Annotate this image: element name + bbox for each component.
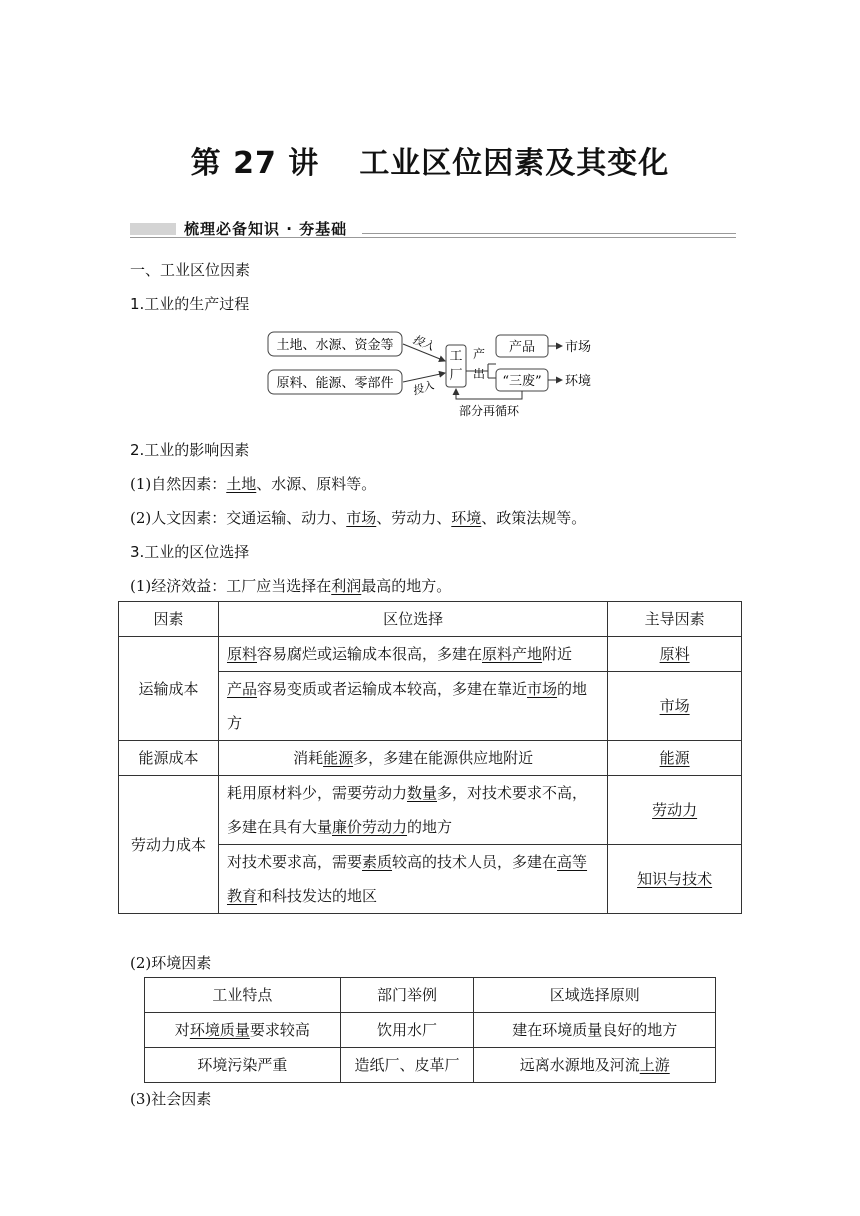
blank: 原料 (226, 645, 257, 663)
text: 多，对技术要求不高，多建在具有大量 (226, 784, 588, 836)
input-label-bottom: 投入 (410, 378, 436, 398)
blank: 原料产地 (482, 645, 543, 663)
human-rest: 、政策法规等。 (481, 509, 587, 527)
blank: 知识与技术 (637, 870, 713, 888)
input-label-land: 土地、水源、资金等 (276, 338, 394, 353)
waste-label: “三废” (502, 374, 542, 389)
blank: 产品 (226, 680, 257, 698)
blank: 环境质量 (189, 1021, 250, 1039)
recycle-label: 部分再循环 (458, 404, 520, 418)
text: 消耗 (293, 749, 324, 767)
header-leading: 主导因素 (608, 602, 742, 637)
econ-prefix: (1)经济效益：工厂应当选择在 (130, 577, 332, 595)
econ-blank: 利润 (331, 577, 362, 595)
lecture-number: 第 27 讲 (190, 146, 320, 181)
lead-labor (608, 776, 742, 845)
environment-label: 环境 (565, 374, 592, 389)
blank: 数量 (407, 784, 438, 802)
text: 的地方 (407, 818, 453, 836)
environment-factors-table (144, 977, 716, 1083)
output-char-1: 产 (473, 347, 486, 361)
economic-factors-table (118, 601, 742, 914)
text: 耗用原材料少，需要劳动力 (226, 784, 407, 802)
human-prefix: (2)人文因素：交通运输、动力、 (130, 509, 347, 527)
text: 多，多建在能源供应地附近 (353, 749, 534, 767)
row-labor (218, 776, 607, 845)
section-heading: 一、工业区位因素 (130, 261, 251, 279)
table-row (119, 741, 742, 776)
blank: 廉价劳动力 (332, 818, 408, 836)
banner-rule-bottom (130, 237, 736, 238)
human-factors (130, 507, 586, 528)
product-label: 产品 (508, 340, 536, 355)
table-row (145, 1048, 716, 1083)
blank: 能源 (659, 749, 690, 767)
blank: 原料 (659, 645, 690, 663)
human-mid: 、劳动力、 (376, 509, 452, 527)
text: 附近 (542, 645, 573, 663)
text: 容易腐烂或运输成本很高，多建在 (257, 645, 483, 663)
table-header-row (119, 602, 742, 637)
section-banner (130, 220, 736, 238)
table-header-row (145, 978, 716, 1013)
text: 劳动力成本 (130, 835, 206, 854)
text: 较高的技术人员，多建在 (392, 853, 558, 871)
group-transport: 运输成本 (119, 637, 219, 741)
table-row (145, 1013, 716, 1048)
row-raw-material (218, 637, 607, 672)
lead-market (608, 672, 742, 741)
group-energy: 能源成本 (119, 741, 219, 776)
factory-char-1: 工 (449, 349, 463, 364)
subsection-heading-3: 3.工业的区位选择 (130, 543, 250, 561)
social-heading: (3)社会因素 (130, 1090, 212, 1108)
text: 远离水源地及河流 (519, 1056, 640, 1074)
row-energy (218, 741, 607, 776)
blank: 上游 (639, 1056, 670, 1074)
human-blank-1: 市场 (346, 509, 377, 527)
page-title (0, 138, 860, 182)
text: 对技术要求高，需要 (226, 853, 362, 871)
output-char-2: 出 (473, 367, 486, 381)
header-location: 区位选择 (218, 602, 607, 637)
blank: 劳动力 (652, 801, 698, 819)
lecture-topic: 工业区位因素及其变化 (359, 146, 670, 181)
principle-good-env: 建在环境质量良好的地方 (474, 1013, 716, 1048)
blank: 素质 (362, 853, 393, 871)
production-process-diagram (262, 328, 612, 420)
blank: 高等教育 (226, 853, 588, 905)
human-blank-2: 环境 (451, 509, 482, 527)
text: 和科技发达的地区 (257, 887, 378, 905)
factory-char-2: 厂 (449, 368, 463, 383)
lead-raw-material (608, 637, 742, 672)
econ-rest: 最高的地方。 (361, 577, 452, 595)
natural-prefix: (1)自然因素： (130, 475, 227, 493)
subsection-heading-2: 2.工业的影响因素 (130, 441, 250, 459)
subsection-heading-1: 1.工业的生产过程 (130, 295, 250, 313)
input-label-top: 投入 (410, 332, 437, 354)
natural-rest: 、水源、原料等。 (256, 475, 377, 493)
banner-rule-top (362, 233, 736, 234)
blank: 能源 (323, 749, 354, 767)
natural-factors (130, 473, 376, 494)
text: 的地方 (226, 680, 588, 732)
feature-quality (145, 1013, 341, 1048)
example-paper: 造纸厂、皮革厂 (340, 1048, 474, 1083)
lead-energy (608, 741, 742, 776)
header-principle: 区域选择原则 (474, 978, 716, 1013)
example-water: 饮用水厂 (340, 1013, 474, 1048)
header-feature: 工业特点 (145, 978, 341, 1013)
header-factor: 因素 (119, 602, 219, 637)
text: 对 (174, 1021, 190, 1039)
text: 要求较高 (249, 1021, 310, 1039)
blank: 市场 (659, 697, 690, 715)
market-label: 市场 (565, 340, 592, 355)
row-product (218, 672, 607, 741)
natural-blank-1: 土地 (226, 475, 257, 493)
economic-benefit (130, 575, 451, 596)
blank: 市场 (527, 680, 558, 698)
text: 容易变质或者运输成本较高，多建在靠近 (257, 680, 528, 698)
principle-away (474, 1048, 716, 1083)
feature-pollution: 环境污染严重 (145, 1048, 341, 1083)
table-row (119, 637, 742, 672)
input-label-materials: 原料、能源、零部件 (276, 376, 394, 391)
banner-label: 梳理必备知识 · 夯基础 (184, 220, 348, 238)
table-row (119, 776, 742, 845)
group-labor (119, 776, 219, 914)
environment-heading: (2)环境因素 (130, 954, 212, 972)
row-technology (218, 845, 607, 914)
lead-technology (608, 845, 742, 914)
header-example: 部门举例 (340, 978, 474, 1013)
banner-block (130, 223, 176, 235)
